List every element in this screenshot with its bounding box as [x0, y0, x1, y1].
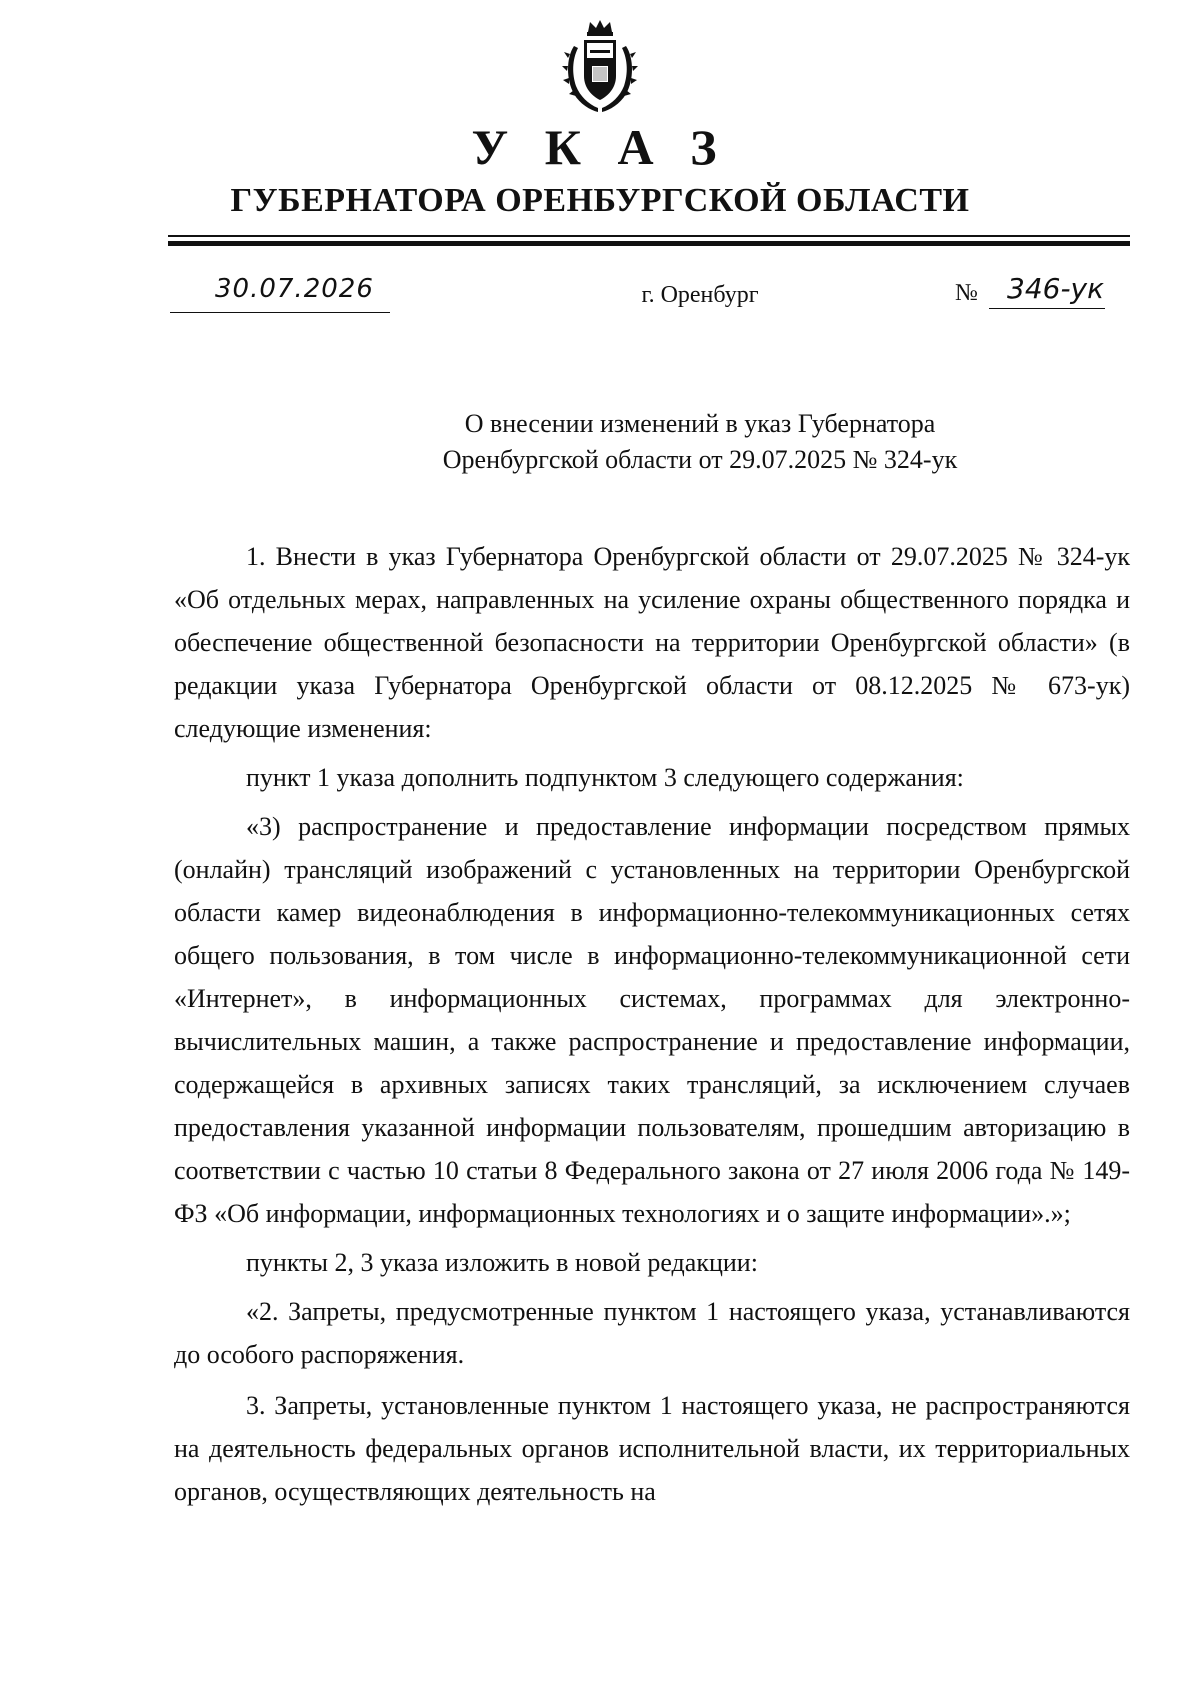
heading-line-2: Оренбургской области от 29.07.2025 № 324-ук — [442, 445, 958, 474]
header-divider-thick — [168, 241, 1130, 246]
paragraph-3: «3) распространение и предоставление информации посредством прямых (онлайн) трансляций изображений с установленных на территории Оренбургской области камер видеонаблюдения в информационно-телекоммуникационных сетях общего пользования, в том числе в информационно-телекоммуникационной сети «Интернет», в информационных системах, программах для электронно-вычислительных машин, а также распространение и предоставление информации, содержащейся в архивных записях таких трансляций, за исключением случаев предоставления указанной информации пользователям, прошедшим авторизацию в соответствии с частью 10 статьи 8 Федерального закона от 27 июля 2006 года № 149-ФЗ «Об информации, информационных технологиях и о защите информации».»; — [174, 812, 1130, 1228]
paragraph-2: пункт 1 указа дополнить подпунктом 3 следующего содержания: — [246, 763, 964, 792]
issuing-authority-title: ГУБЕРНАТОРА ОРЕНБУРГСКОЙ ОБЛАСТИ — [230, 182, 970, 219]
oblast-coat-of-arms-icon — [560, 18, 640, 118]
number-underline — [989, 308, 1105, 309]
paragraph-1: 1. Внести в указ Губернатора Оренбургской области от 29.07.2025 № 324-ук «Об отдельных мерах, направленных на усиление охраны общественного порядка и обеспечение общественной безопасности на территории Оренбургской области» (в редакции указа Губернатора Оренбургской области от 08.12.2025 № 673-ук) следующие изменения: — [174, 542, 1130, 743]
paragraph-4: пункты 2, 3 указа изложить в новой редакции: — [246, 1248, 758, 1277]
paragraph-5: «2. Запреты, предусмотренные пунктом 1 настоящего указа, устанавливаются до особого распоряжения. — [174, 1297, 1130, 1369]
decree-city: г. Оренбург — [641, 282, 759, 308]
decree-date: 30.07.2026 — [215, 274, 374, 304]
decree-body — [174, 535, 1130, 1519]
number-sign: № — [955, 280, 978, 306]
document-type-title: У К А З — [471, 119, 729, 175]
paragraph-6: 3. Запреты, установленные пунктом 1 настоящего указа, не распространяются на деятельность федеральных органов исполнительной власти, их территориальных органов, осуществляющих деятельность на — [174, 1391, 1130, 1506]
decree-heading — [0, 406, 1200, 478]
decree-number-field — [955, 272, 1125, 312]
decree-number: 346-ук — [1007, 272, 1105, 305]
heading-line-1: О внесении изменений в указ Губернатора — [464, 409, 936, 438]
header-divider-thin — [168, 235, 1130, 237]
